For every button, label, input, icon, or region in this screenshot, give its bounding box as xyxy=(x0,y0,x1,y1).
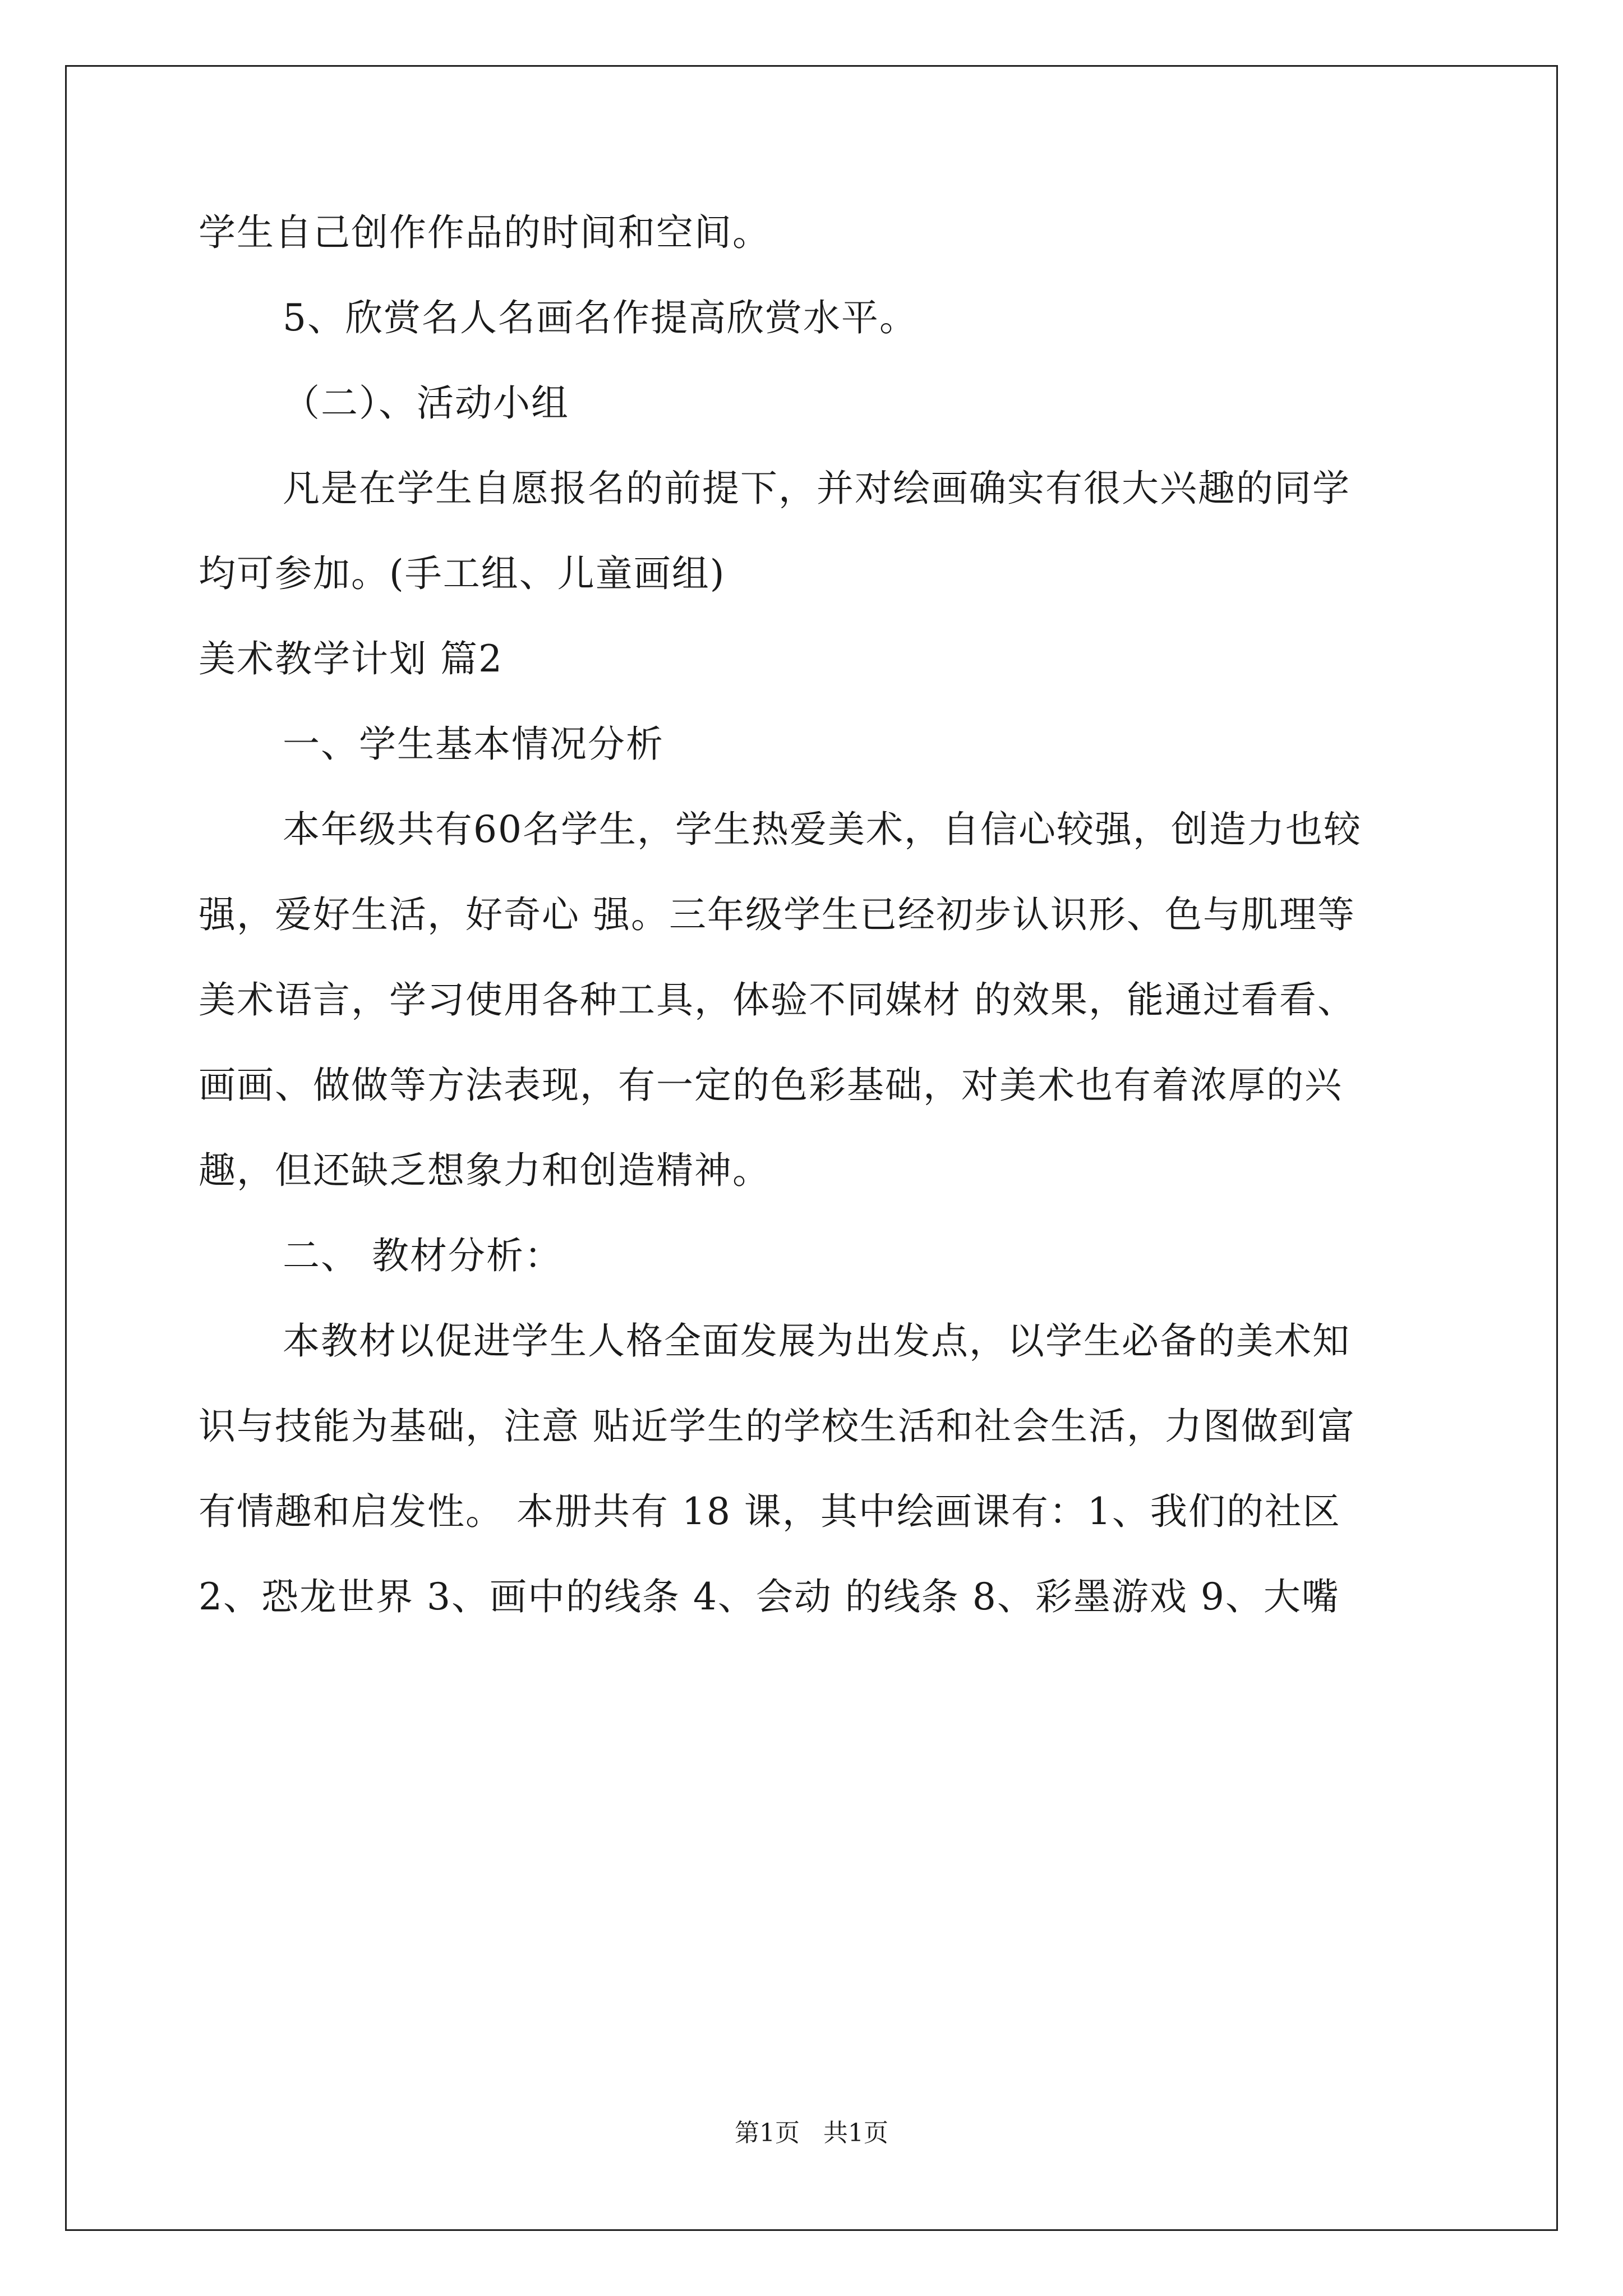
text-line: 本年级共有60名学生，学生热爱美术，自信心较强，创造力也较 xyxy=(283,808,1362,851)
text-line: 5、欣赏名人名画名作提高欣赏水平。 xyxy=(283,296,917,339)
text-line: 强，爱好生活，好奇心 强。三年级学生已经初步认识形、色与肌理等 xyxy=(199,893,1355,936)
section-heading: 一、学生基本情况分析 xyxy=(283,723,664,766)
text-line: 画画、做做等方法表现，有一定的色彩基础，对美术也有着浓厚的兴 xyxy=(199,1064,1343,1107)
document-title: 美术教学计划 篇2 xyxy=(199,637,503,680)
text-line: 学生自己创作作品的时间和空间。 xyxy=(199,211,771,254)
text-line: 趣，但还缺乏想象力和创造精神。 xyxy=(199,1149,771,1192)
text-line: 本教材以促进学生人格全面发展为出发点，以学生必备的美术知 xyxy=(283,1319,1350,1363)
text-line: 凡是在学生自愿报名的前提下，并对绘画确实有很大兴趣的同学 xyxy=(283,467,1350,510)
section-heading: （二）、活动小组 xyxy=(283,381,569,425)
text-line: 识与技能为基础，注意 贴近学生的学校生活和社会生活，力图做到富 xyxy=(199,1405,1355,1448)
section-heading: 二、 教材分析： xyxy=(283,1234,562,1277)
page-footer: 第1页 共1页 xyxy=(735,2119,888,2147)
text-line: 均可参加。(手工组、儿童画组) xyxy=(199,552,726,595)
text-line: 美术语言，学习使用各种工具，体验不同媒材 的效果，能通过看看、 xyxy=(199,978,1355,1022)
text-line: 2、恐龙世界 3、画中的线条 4、会动 的线条 8、彩墨游戏 9、大嘴 xyxy=(199,1575,1340,1618)
text-line: 有情趣和启发性。 本册共有 18 课，其中绘画课有：1、我们的社区 xyxy=(199,1490,1341,1533)
